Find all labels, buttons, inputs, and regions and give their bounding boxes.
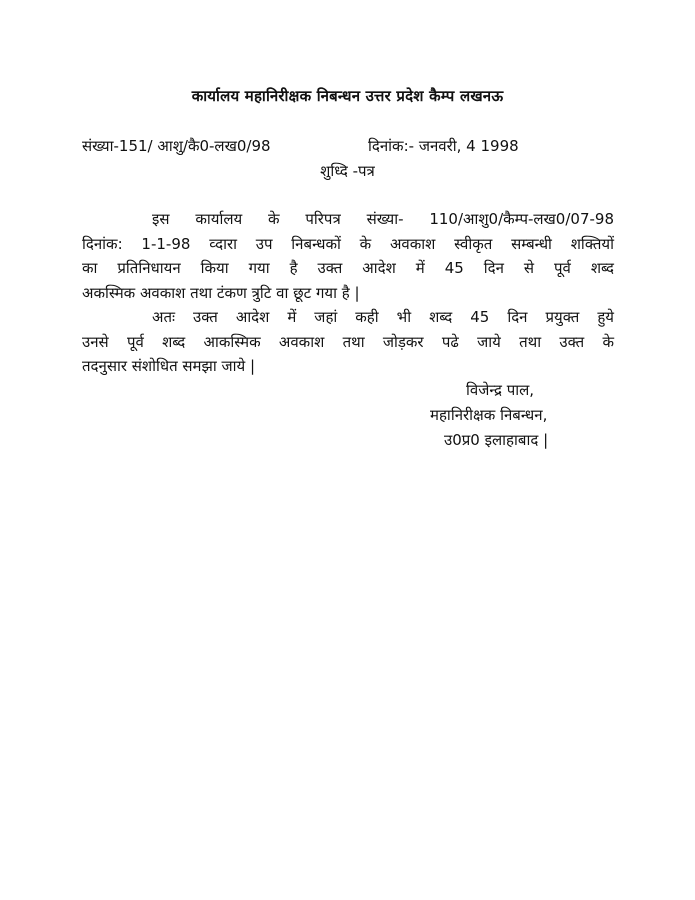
document-date: दिनांक:- जनवरी, 4 1998 (368, 137, 519, 155)
paragraph-1-line: दिनांक: 1-1-98 व्दारा उप निबन्धकों के अवकाश स्वीकृत सम्बन्धी शक्तियों (82, 234, 614, 253)
paragraph-2-line: उनसे पूर्व शब्द आकस्मिक अवकाश तथा जोड़कर पढे जाये तथा उक्त के (82, 332, 614, 351)
signatory-name: विजेन्द्र पाल, (466, 381, 535, 399)
paragraph-1 (82, 207, 614, 305)
paragraph-2-line: अतः उक्त आदेश में जहां कही भी शब्द 45 दिन प्रयुक्त हुये (152, 308, 614, 326)
paragraph-1-line: इस कार्यालय के परिपत्र संख्या- 110/आशु0/कैम्प-लख0/07-98 (152, 210, 614, 228)
signatory-location: उ0प्र0 इलाहाबाद | (444, 431, 549, 449)
paragraph-2 (82, 305, 614, 379)
paragraph-1-line: का प्रतिनिधायन किया गया है उक्त आदेश में 45 दिन से पूर्व शब्द (82, 259, 614, 277)
reference-number: संख्या-151/ आशु/कै0-लख0/98 (82, 137, 271, 155)
office-title: कार्यालय महानिरीक्षक निबन्धन उत्तर प्रदेश कैम्प लखनऊ (191, 87, 504, 105)
paragraph-1-line: अकस्मिक अवकाश तथा टंकण त्रुटि वा छूट गया है | (82, 283, 360, 302)
paragraph-2-line: तदनुसार संशोधित समझा जाये | (82, 357, 256, 375)
signatory-designation: महानिरीक्षक निबन्धन, (430, 406, 548, 424)
subject-heading: शुध्दि -पत्र (320, 162, 375, 180)
